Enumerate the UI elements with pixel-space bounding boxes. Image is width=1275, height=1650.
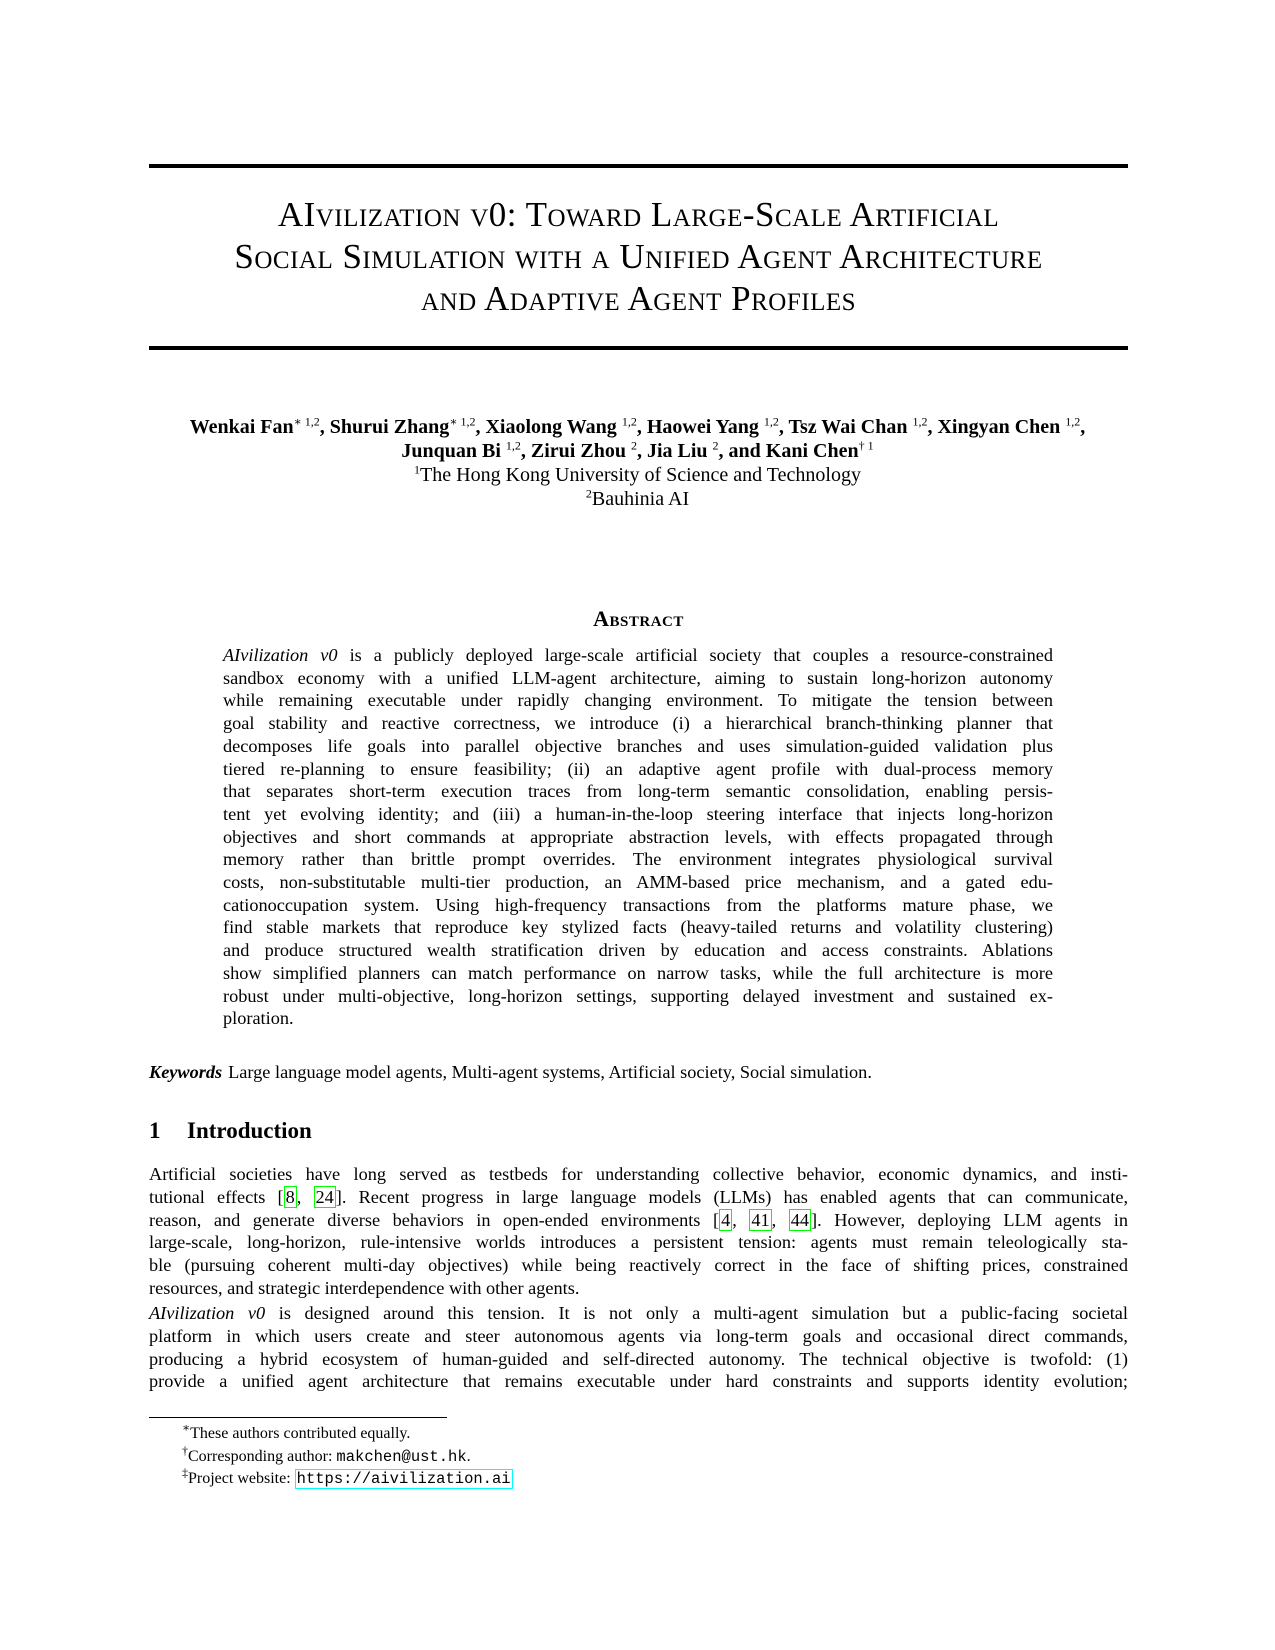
abstract-line: find stable markets that reproduce key stylized facts (heavy-tailed returns and volatility clustering) (223, 917, 1053, 938)
author-affil: 1,2 (621, 414, 637, 429)
paragraph-line (149, 1302, 1128, 1325)
author-name: Zirui Zhou (530, 440, 626, 462)
abstract-line: robust under multi-objective, long-horizon settings, supporting delayed investment and sustained ex- (223, 985, 1053, 1006)
section-number: 1 (149, 1118, 161, 1143)
abstract-text: is a publicly deployed large-scale artificial society that couples a resource-constrained (337, 645, 1053, 665)
footnote-website (182, 1468, 513, 1491)
intro-paragraph-1 (149, 1163, 1128, 1300)
paragraph-line (149, 1186, 1128, 1209)
author-affil: † 1 (858, 438, 874, 453)
author-affil: ∗ 1,2 (449, 414, 476, 429)
author-name: Xingyan Chen (937, 416, 1061, 438)
affiliation (100, 463, 1175, 487)
author-name: Haowei Yang (646, 416, 759, 438)
footnote-corresponding (182, 1443, 513, 1469)
paper-title (149, 194, 1128, 320)
citation-link[interactable]: 4 (721, 1209, 731, 1230)
citation-link[interactable]: 44 (790, 1209, 810, 1230)
section-heading (149, 1118, 312, 1144)
abstract-line: costs, non-substitutable multi-tier production, an AMM-based price mechanism, and a gated edu- (223, 872, 1053, 893)
text-run: , (296, 1186, 314, 1207)
abstract-line: decomposes life goals into parallel objective branches and uses simulation-guided validation plus (223, 735, 1053, 756)
citation-link[interactable]: 24 (315, 1186, 334, 1207)
author-affil: 1,2 (763, 414, 779, 429)
project-website-link[interactable]: https://aivilization.ai (296, 1470, 511, 1489)
affiliation (100, 487, 1175, 511)
footnote-text: . (466, 1447, 471, 1465)
intro-paragraph-2 (149, 1302, 1128, 1393)
text-run: tutional effects [ (149, 1186, 284, 1207)
footnote-mark: ∗ (182, 1420, 191, 1435)
author-name: Junquan Bi (401, 440, 501, 462)
author-affil: 1,2 (912, 414, 928, 429)
affiliation-mark: 1 (414, 462, 421, 477)
abstract-line (223, 644, 1053, 667)
abstract-line: show simplified planners can match performance on narrow tasks, while the full architecture is more (223, 962, 1053, 983)
author-name: Shurui Zhang (329, 416, 450, 438)
author-affil: 1,2 (505, 438, 521, 453)
paragraph-line: producing a hybrid ecosystem of human-guided and self-directed autonomy. The technical objective is twofold: (1) (149, 1348, 1128, 1369)
footnote-mark: † (182, 1443, 188, 1458)
title-line: Social Simulation with a Unified Agent Architecture (234, 237, 1043, 276)
text-run: ]. However, deploying LLM agents in (811, 1209, 1128, 1230)
abstract-line: while remaining executable under rapidly changing environment. To mitigate the tension between (223, 690, 1053, 711)
text-run: ]. Recent progress in large language models (LLMs) has enabled agents that can communicate, (335, 1186, 1129, 1207)
footnote-equal-contribution (182, 1420, 513, 1446)
affiliation-text: Bauhinia AI (591, 488, 690, 510)
keywords (149, 1061, 1128, 1084)
author-line: Wenkai Fan$^{∗ 1,2}$, Shurui Zhang$^{∗ 1,2}$, Xiaolong Wang $^{1,2}$, Haowei Yang $^{1,2}$, Tsz Wai Chan $^{1,2}$, Xingyan Chen $^{1,2}$, (189, 414, 1086, 438)
author-name: Tsz Wai Chan (788, 416, 908, 438)
author-name: Wenkai Fan (189, 416, 294, 438)
abstract-system-name: AIvilization v0 (223, 645, 338, 665)
keywords-text: Large language model agents, Multi-agent systems, Artificial society, Social simulation. (228, 1062, 872, 1082)
abstract-heading: Abstract (593, 606, 684, 631)
abstract-line: goal stability and reactive correctness, we introduce (i) a hierarchical branch-thinking planner that (223, 713, 1053, 734)
paragraph-line: large-scale, long-horizon, rule-intensive worlds introduces a persistent tension: agents must remain teleologically sta- (149, 1232, 1128, 1253)
paragraph-line: platform in which users create and steer autonomous agents via long-term goals and occasional direct commands, (149, 1325, 1128, 1346)
author-name: and Kani Chen (728, 440, 859, 462)
text-run: , (732, 1209, 750, 1230)
footnotes (182, 1420, 513, 1491)
abstract-body (223, 644, 1053, 1030)
text-run: reason, and generate diverse behaviors in open-ended environments [ (149, 1209, 720, 1230)
author-affil: ∗ 1,2 (293, 414, 320, 429)
footnote-text: Project website: (188, 1470, 295, 1488)
system-name: AIvilization v0 (149, 1303, 266, 1323)
abstract-line: cationoccupation system. Using high-frequency transactions from the platforms mature phase, we (223, 894, 1053, 915)
abstract-line: sandbox economy with a unified LLM-agent architecture, aiming to sustain long-horizon autonomy (223, 667, 1053, 688)
title-rule-bottom (149, 346, 1128, 350)
author-affil: 1,2 (1065, 414, 1081, 429)
title-line: AIvilization v0: Toward Large-Scale Artificial (277, 195, 1000, 234)
author-name: Xiaolong Wang (485, 416, 617, 438)
footnote-mark: ‡ (182, 1466, 188, 1481)
abstract-line: ploration. (223, 1008, 294, 1029)
citation-link[interactable]: 8 (285, 1186, 295, 1207)
author-name: Jia Liu (646, 440, 708, 462)
paragraph-line: provide a unified agent architecture that remains executable under hard constraints and supports identity evolution; (149, 1371, 1128, 1392)
author-line: Junquan Bi $^{1,2}$, Zirui Zhou $^2$, Jia Liu $^2$, and Kani Chen$^{\dagger 1}$ (401, 438, 874, 462)
keywords-label: Keywords (149, 1062, 223, 1082)
paragraph-line: resources, and strategic interdependence with other agents. (149, 1277, 580, 1298)
affiliation-text: The Hong Kong University of Science and Technology (420, 464, 861, 486)
abstract-line: tent yet evolving identity; and (iii) a human-in-the-loop steering interface that injects long-horizon (223, 803, 1053, 824)
abstract-line: tiered re-planning to ensure feasibility; (ii) an adaptive agent profile with dual-process memory (223, 758, 1053, 779)
author-block (100, 415, 1175, 511)
abstract-line: and produce structured wealth stratification driven by education and access constraints. Ablations (223, 940, 1053, 961)
abstract-line: that separates short-term execution traces from long-term semantic consolidation, enabling persis- (223, 781, 1053, 802)
text-run: , (771, 1209, 789, 1230)
paragraph-line: ble (pursuing coherent multi-day objectives) while being reactively correct in the face of shifting prices, constrained (149, 1255, 1128, 1276)
email-address: makchen@ust.hk (336, 1447, 467, 1466)
title-rule-top (149, 164, 1128, 168)
affiliation-mark: 2 (585, 486, 592, 501)
footnote-text: These authors contributed equally. (190, 1425, 411, 1442)
footnote-text: Corresponding author: (188, 1447, 337, 1465)
paragraph-line: Artificial societies have long served as testbeds for understanding collective behavior, economic dynamics, and insti- (149, 1164, 1128, 1184)
author-affil: 2 (712, 438, 719, 453)
title-line: and Adaptive Agent Profiles (420, 279, 857, 318)
citation-link[interactable]: 41 (751, 1209, 770, 1230)
author-affil: 2 (630, 438, 637, 453)
footnote-rule (149, 1417, 447, 1418)
paragraph-line (149, 1209, 1128, 1232)
text-run: is designed around this tension. It is not only a multi-agent simulation but a public-facing societal (265, 1303, 1128, 1323)
abstract-line: memory rather than brittle prompt overrides. The environment integrates physiological survival (223, 849, 1053, 870)
section-title: Introduction (187, 1118, 312, 1143)
abstract-line: objectives and short commands at appropriate abstraction levels, with effects propagated through (223, 826, 1053, 847)
